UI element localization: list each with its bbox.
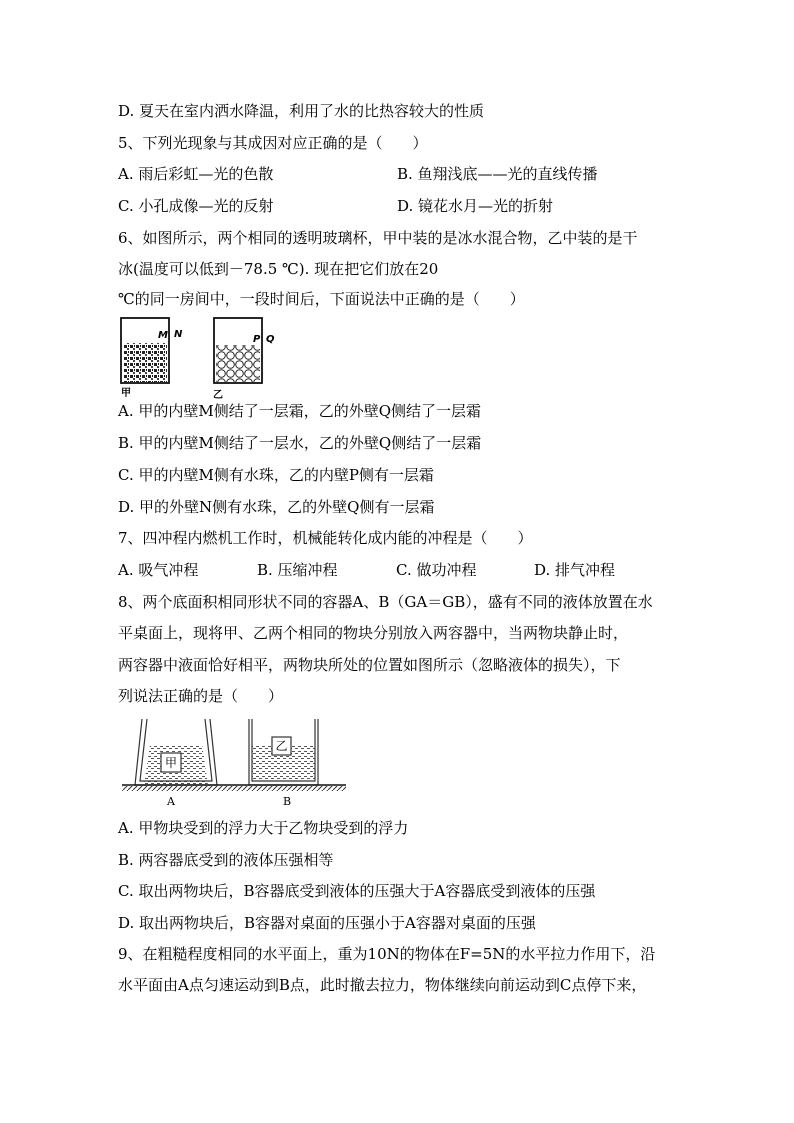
q6-option-b: B. 甲的内壁M侧结了一层水，乙的外壁Q侧结了一层霜 bbox=[118, 434, 482, 452]
q7-stem: 7、四冲程内燃机工作时，机械能转化成内能的冲程是（ ） bbox=[118, 529, 533, 547]
q5-option-d: D. 镜花水月—光的折射 bbox=[397, 197, 554, 215]
q7-option-c: C. 做功冲程 bbox=[396, 561, 477, 579]
label-p: P bbox=[253, 334, 261, 345]
container-a bbox=[135, 719, 217, 785]
block-yi bbox=[272, 737, 291, 755]
q8-option-d: D. 取出两物块后，B容器对桌面的压强小于A容器对桌面的压强 bbox=[118, 914, 536, 932]
q9-stem-line1: 9、在粗糙程度相同的水平面上，重为10N的物体在F=5N的水平拉力作用下，沿 bbox=[118, 945, 656, 963]
q6-stem-line2: 冰(温度可以低到－78.5 ℃). 现在把它们放在20 bbox=[118, 260, 439, 278]
q8-stem-line3: 两容器中液面恰好相平，两物块所处的位置如图所示（忽略液体的损失），下 bbox=[118, 656, 621, 674]
label-jia: 甲 bbox=[121, 388, 131, 399]
block-yi-label: 乙 bbox=[275, 739, 288, 753]
glass-jia bbox=[121, 318, 169, 383]
q6-figure bbox=[118, 315, 298, 400]
q6-option-d: D. 甲的外壁N侧有水珠，乙的外壁Q侧有一层霜 bbox=[118, 498, 435, 516]
label-container-a: A bbox=[167, 795, 175, 808]
q8-option-b: B. 两容器底受到的液体压强相等 bbox=[118, 851, 334, 869]
label-container-b: B bbox=[282, 795, 292, 808]
label-yi: 乙 bbox=[213, 390, 223, 400]
q7-option-d: D. 排气冲程 bbox=[534, 561, 616, 579]
label-m: M bbox=[158, 330, 168, 341]
label-n: N bbox=[174, 329, 183, 340]
q7-option-b: B. 压缩冲程 bbox=[257, 561, 338, 579]
label-q: Q bbox=[266, 334, 275, 345]
q5-option-a: A. 雨后彩虹—光的色散 bbox=[118, 165, 274, 183]
q8-stem-line2: 平桌面上，现将甲、乙两个相同的物块分别放入两容器中，当两物块静止时， bbox=[118, 624, 629, 642]
q8-option-a: A. 甲物块受到的浮力大于乙物块受到的浮力 bbox=[118, 819, 409, 837]
q9-stem-line2: 水平面由A点匀速运动到B点，此时撤去拉力，物体继续向前运动到C点停下来， bbox=[118, 976, 647, 994]
glass-yi bbox=[214, 318, 262, 383]
q5-stem: 5、下列光现象与其成因对应正确的是（ ） bbox=[118, 134, 428, 152]
block-jia-label: 甲 bbox=[164, 756, 178, 770]
q8-option-c: C. 取出两物块后，B容器底受到液体的压强大于A容器底受到液体的压强 bbox=[118, 882, 596, 900]
q8-stem-line4: 列说法正确的是（ ） bbox=[118, 687, 284, 705]
q8-stem-line1: 8、两个底面积相同形状不同的容器A、B（GA＝GB），盛有不同的液体放置在水 bbox=[118, 593, 653, 611]
q8-figure bbox=[118, 715, 350, 810]
table-surface bbox=[122, 785, 346, 791]
q6-stem-line1: 6、如图所示，两个相同的透明玻璃杯，甲中装的是冰水混合物，乙中装的是干 bbox=[118, 229, 638, 247]
q4-option-d: D. 夏天在室内洒水降温，利用了水的比热容较大的性质 bbox=[118, 102, 485, 120]
q6-option-a: A. 甲的内壁M侧结了一层霜，乙的外壁Q侧结了一层霜 bbox=[118, 402, 482, 420]
q6-option-c: C. 甲的内壁M侧有水珠，乙的内壁P侧有一层霜 bbox=[118, 466, 434, 484]
q5-option-c: C. 小孔成像—光的反射 bbox=[118, 197, 274, 215]
q5-option-b: B. 鱼翔浅底——光的直线传播 bbox=[397, 165, 598, 183]
q6-stem-line3: ℃的同一房间中，一段时间后，下面说法中正确的是（ ） bbox=[118, 290, 525, 308]
block-jia bbox=[161, 753, 181, 772]
q7-option-a: A. 吸气冲程 bbox=[118, 561, 199, 579]
